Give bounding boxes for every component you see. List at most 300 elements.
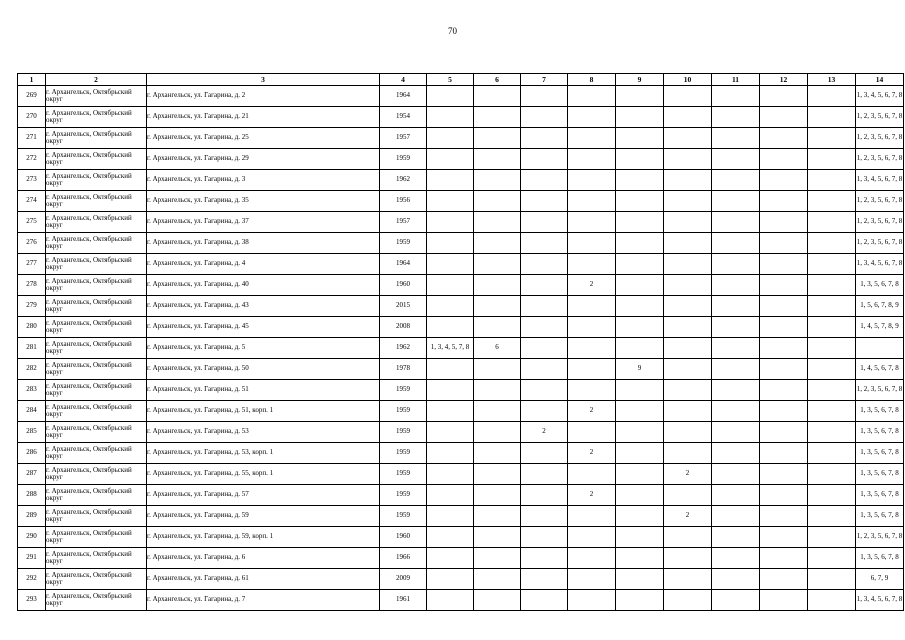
col-6-cell bbox=[474, 464, 521, 485]
district-cell: г. Архангельск, Октябрьский округ bbox=[46, 170, 147, 191]
year-cell: 1954 bbox=[380, 107, 427, 128]
address-cell: г. Архангельск, ул. Гагарина, д. 25 bbox=[147, 128, 380, 149]
col-7-cell bbox=[521, 275, 568, 296]
col-13-cell bbox=[808, 443, 856, 464]
col-13-cell bbox=[808, 317, 856, 338]
district-cell: г. Архангельск, Октябрьский округ bbox=[46, 254, 147, 275]
col-11-cell bbox=[712, 527, 760, 548]
col-9-cell bbox=[616, 548, 664, 569]
district-cell: г. Архангельск, Октябрьский округ bbox=[46, 296, 147, 317]
column-header-8: 8 bbox=[568, 74, 616, 86]
district-cell: г. Архангельск, Октябрьский округ bbox=[46, 128, 147, 149]
address-cell: г. Архангельск, ул. Гагарина, д. 2 bbox=[147, 86, 380, 107]
col-9-cell bbox=[616, 464, 664, 485]
col-9-cell: 9 bbox=[616, 359, 664, 380]
col-8-cell: 2 bbox=[568, 485, 616, 506]
col-10-cell bbox=[664, 401, 712, 422]
col-12-cell bbox=[760, 548, 808, 569]
col-11-cell bbox=[712, 569, 760, 590]
col-11-cell bbox=[712, 401, 760, 422]
col-6-cell bbox=[474, 317, 521, 338]
col-6-cell: 6 bbox=[474, 338, 521, 359]
year-cell: 2015 bbox=[380, 296, 427, 317]
col-13-cell bbox=[808, 128, 856, 149]
address-cell: г. Архангельск, ул. Гагарина, д. 53, корп. 1 bbox=[147, 443, 380, 464]
col-7-cell bbox=[521, 485, 568, 506]
col-10-cell bbox=[664, 548, 712, 569]
district-cell: г. Архангельск, Октябрьский округ bbox=[46, 107, 147, 128]
year-cell: 2008 bbox=[380, 317, 427, 338]
col-11-cell bbox=[712, 107, 760, 128]
address-cell: г. Архангельск, ул. Гагарина, д. 53 bbox=[147, 422, 380, 443]
district-cell: г. Архангельск, Октябрьский округ bbox=[46, 86, 147, 107]
col-13-cell bbox=[808, 275, 856, 296]
col-12-cell bbox=[760, 86, 808, 107]
table-row bbox=[18, 275, 904, 296]
col-13-cell bbox=[808, 401, 856, 422]
col-14-cell: 1, 3, 4, 5, 6, 7, 8 bbox=[856, 86, 904, 107]
column-header-9: 9 bbox=[616, 74, 664, 86]
col-8-cell bbox=[568, 338, 616, 359]
col-12-cell bbox=[760, 212, 808, 233]
table-row bbox=[18, 359, 904, 380]
col-13-cell bbox=[808, 485, 856, 506]
col-10-cell bbox=[664, 380, 712, 401]
col-14-cell: 1, 4, 5, 6, 7, 8 bbox=[856, 359, 904, 380]
col-7-cell bbox=[521, 191, 568, 212]
col-6-cell bbox=[474, 254, 521, 275]
col-13-cell bbox=[808, 569, 856, 590]
col-5-cell bbox=[427, 548, 474, 569]
col-12-cell bbox=[760, 422, 808, 443]
col-14-cell: 1, 2, 3, 5, 6, 7, 8 bbox=[856, 380, 904, 401]
col-8-cell bbox=[568, 233, 616, 254]
table-row bbox=[18, 527, 904, 548]
col-7-cell bbox=[521, 86, 568, 107]
address-cell: г. Архангельск, ул. Гагарина, д. 43 bbox=[147, 296, 380, 317]
col-12-cell bbox=[760, 191, 808, 212]
col-6-cell bbox=[474, 128, 521, 149]
col-12-cell bbox=[760, 443, 808, 464]
district-cell: г. Архангельск, Октябрьский округ bbox=[46, 149, 147, 170]
district-cell: г. Архангельск, Октябрьский округ bbox=[46, 191, 147, 212]
col-10-cell bbox=[664, 296, 712, 317]
row-number: 282 bbox=[18, 359, 46, 380]
col-14-cell: 1, 3, 4, 5, 6, 7, 8 bbox=[856, 590, 904, 611]
col-14-cell: 1, 3, 5, 6, 7, 8 bbox=[856, 443, 904, 464]
row-number: 288 bbox=[18, 485, 46, 506]
col-7-cell: 2 bbox=[521, 422, 568, 443]
address-cell: г. Архангельск, ул. Гагарина, д. 51 bbox=[147, 380, 380, 401]
table-row bbox=[18, 233, 904, 254]
col-7-cell bbox=[521, 359, 568, 380]
address-cell: г. Архангельск, ул. Гагарина, д. 5 bbox=[147, 338, 380, 359]
col-5-cell bbox=[427, 128, 474, 149]
col-6-cell bbox=[474, 422, 521, 443]
col-11-cell bbox=[712, 422, 760, 443]
col-9-cell bbox=[616, 527, 664, 548]
col-14-cell: 1, 2, 3, 5, 6, 7, 8 bbox=[856, 128, 904, 149]
col-7-cell bbox=[521, 317, 568, 338]
col-8-cell bbox=[568, 548, 616, 569]
address-cell: г. Архангельск, ул. Гагарина, д. 3 bbox=[147, 170, 380, 191]
year-cell: 1959 bbox=[380, 401, 427, 422]
col-6-cell bbox=[474, 401, 521, 422]
col-13-cell bbox=[808, 359, 856, 380]
district-cell: г. Архангельск, Октябрьский округ bbox=[46, 338, 147, 359]
col-12-cell bbox=[760, 506, 808, 527]
col-8-cell: 2 bbox=[568, 275, 616, 296]
col-13-cell bbox=[808, 191, 856, 212]
year-cell: 1978 bbox=[380, 359, 427, 380]
row-number: 290 bbox=[18, 527, 46, 548]
column-header-5: 5 bbox=[427, 74, 474, 86]
row-number: 286 bbox=[18, 443, 46, 464]
col-5-cell bbox=[427, 569, 474, 590]
col-6-cell bbox=[474, 359, 521, 380]
col-6-cell bbox=[474, 233, 521, 254]
district-cell: г. Архангельск, Октябрьский округ bbox=[46, 569, 147, 590]
col-14-cell: 1, 3, 5, 6, 7, 8 bbox=[856, 464, 904, 485]
address-cell: г. Архангельск, ул. Гагарина, д. 51, корп. 1 bbox=[147, 401, 380, 422]
district-cell: г. Архангельск, Октябрьский округ bbox=[46, 443, 147, 464]
col-6-cell bbox=[474, 590, 521, 611]
district-cell: г. Архангельск, Октябрьский округ bbox=[46, 401, 147, 422]
column-header-1: 1 bbox=[18, 74, 46, 86]
year-cell: 1957 bbox=[380, 212, 427, 233]
col-8-cell bbox=[568, 569, 616, 590]
column-header-10: 10 bbox=[664, 74, 712, 86]
year-cell: 1962 bbox=[380, 170, 427, 191]
col-11-cell bbox=[712, 149, 760, 170]
col-12-cell bbox=[760, 380, 808, 401]
col-10-cell bbox=[664, 338, 712, 359]
district-cell: г. Архангельск, Октябрьский округ bbox=[46, 506, 147, 527]
col-11-cell bbox=[712, 86, 760, 107]
col-9-cell bbox=[616, 485, 664, 506]
col-9-cell bbox=[616, 338, 664, 359]
col-13-cell bbox=[808, 506, 856, 527]
col-14-cell: 1, 3, 5, 6, 7, 8 bbox=[856, 506, 904, 527]
col-11-cell bbox=[712, 170, 760, 191]
col-14-cell bbox=[856, 338, 904, 359]
col-6-cell bbox=[474, 149, 521, 170]
col-8-cell bbox=[568, 86, 616, 107]
col-8-cell: 2 bbox=[568, 443, 616, 464]
col-10-cell bbox=[664, 170, 712, 191]
col-8-cell bbox=[568, 359, 616, 380]
col-7-cell bbox=[521, 254, 568, 275]
address-cell: г. Архангельск, ул. Гагарина, д. 29 bbox=[147, 149, 380, 170]
district-cell: г. Архангельск, Октябрьский округ bbox=[46, 527, 147, 548]
col-11-cell bbox=[712, 191, 760, 212]
col-8-cell bbox=[568, 107, 616, 128]
col-5-cell bbox=[427, 464, 474, 485]
table-row bbox=[18, 170, 904, 191]
col-14-cell: 1, 3, 5, 6, 7, 8 bbox=[856, 548, 904, 569]
col-12-cell bbox=[760, 527, 808, 548]
col-11-cell bbox=[712, 590, 760, 611]
year-cell: 1959 bbox=[380, 506, 427, 527]
district-cell: г. Архангельск, Октябрьский округ bbox=[46, 548, 147, 569]
col-13-cell bbox=[808, 149, 856, 170]
col-12-cell bbox=[760, 317, 808, 338]
col-13-cell bbox=[808, 527, 856, 548]
col-9-cell bbox=[616, 380, 664, 401]
col-7-cell bbox=[521, 506, 568, 527]
col-11-cell bbox=[712, 128, 760, 149]
col-7-cell bbox=[521, 149, 568, 170]
year-cell: 1964 bbox=[380, 254, 427, 275]
table-row bbox=[18, 191, 904, 212]
col-7-cell bbox=[521, 380, 568, 401]
col-14-cell: 1, 3, 4, 5, 6, 7, 8 bbox=[856, 254, 904, 275]
col-12-cell bbox=[760, 464, 808, 485]
district-cell: г. Архангельск, Октябрьский округ bbox=[46, 485, 147, 506]
col-10-cell bbox=[664, 317, 712, 338]
col-9-cell bbox=[616, 401, 664, 422]
col-7-cell bbox=[521, 590, 568, 611]
col-13-cell bbox=[808, 422, 856, 443]
col-5-cell bbox=[427, 191, 474, 212]
col-6-cell bbox=[474, 380, 521, 401]
district-cell: г. Архангельск, Октябрьский округ bbox=[46, 212, 147, 233]
year-cell: 1962 bbox=[380, 338, 427, 359]
col-10-cell bbox=[664, 590, 712, 611]
year-cell: 1964 bbox=[380, 86, 427, 107]
col-10-cell bbox=[664, 359, 712, 380]
col-5-cell bbox=[427, 212, 474, 233]
address-cell: г. Архангельск, ул. Гагарина, д. 40 bbox=[147, 275, 380, 296]
col-7-cell bbox=[521, 548, 568, 569]
col-6-cell bbox=[474, 527, 521, 548]
column-header-3: 3 bbox=[147, 74, 380, 86]
col-11-cell bbox=[712, 338, 760, 359]
col-7-cell bbox=[521, 107, 568, 128]
year-cell: 1957 bbox=[380, 128, 427, 149]
col-9-cell bbox=[616, 128, 664, 149]
col-5-cell bbox=[427, 401, 474, 422]
col-5-cell bbox=[427, 506, 474, 527]
col-14-cell: 1, 3, 5, 6, 7, 8 bbox=[856, 401, 904, 422]
col-7-cell bbox=[521, 569, 568, 590]
table-row bbox=[18, 506, 904, 527]
col-8-cell bbox=[568, 590, 616, 611]
col-11-cell bbox=[712, 485, 760, 506]
col-7-cell bbox=[521, 233, 568, 254]
address-cell: г. Архангельск, ул. Гагарина, д. 59, корп. 1 bbox=[147, 527, 380, 548]
district-cell: г. Архангельск, Октябрьский округ bbox=[46, 590, 147, 611]
col-7-cell bbox=[521, 128, 568, 149]
col-9-cell bbox=[616, 422, 664, 443]
col-10-cell bbox=[664, 233, 712, 254]
table-header-row bbox=[18, 74, 904, 86]
col-8-cell bbox=[568, 527, 616, 548]
row-number: 269 bbox=[18, 86, 46, 107]
col-13-cell bbox=[808, 464, 856, 485]
col-5-cell bbox=[427, 317, 474, 338]
row-number: 291 bbox=[18, 548, 46, 569]
col-10-cell bbox=[664, 128, 712, 149]
col-11-cell bbox=[712, 380, 760, 401]
year-cell: 2009 bbox=[380, 569, 427, 590]
col-8-cell bbox=[568, 191, 616, 212]
col-6-cell bbox=[474, 170, 521, 191]
col-6-cell bbox=[474, 569, 521, 590]
col-5-cell bbox=[427, 275, 474, 296]
col-5-cell: 1, 3, 4, 5, 7, 8 bbox=[427, 338, 474, 359]
row-number: 274 bbox=[18, 191, 46, 212]
table-row bbox=[18, 569, 904, 590]
address-cell: г. Архангельск, ул. Гагарина, д. 6 bbox=[147, 548, 380, 569]
col-7-cell bbox=[521, 212, 568, 233]
row-number: 281 bbox=[18, 338, 46, 359]
row-number: 284 bbox=[18, 401, 46, 422]
address-cell: г. Архангельск, ул. Гагарина, д. 38 bbox=[147, 233, 380, 254]
col-11-cell bbox=[712, 464, 760, 485]
col-8-cell: 2 bbox=[568, 401, 616, 422]
year-cell: 1959 bbox=[380, 233, 427, 254]
table-row bbox=[18, 212, 904, 233]
table-row bbox=[18, 401, 904, 422]
row-number: 292 bbox=[18, 569, 46, 590]
col-12-cell bbox=[760, 359, 808, 380]
col-8-cell bbox=[568, 317, 616, 338]
col-5-cell bbox=[427, 359, 474, 380]
col-12-cell bbox=[760, 128, 808, 149]
table-row bbox=[18, 548, 904, 569]
col-12-cell bbox=[760, 107, 808, 128]
col-11-cell bbox=[712, 254, 760, 275]
col-14-cell: 1, 3, 5, 6, 7, 8 bbox=[856, 422, 904, 443]
col-9-cell bbox=[616, 443, 664, 464]
col-7-cell bbox=[521, 401, 568, 422]
row-number: 276 bbox=[18, 233, 46, 254]
table-row bbox=[18, 107, 904, 128]
col-10-cell bbox=[664, 422, 712, 443]
address-cell: г. Архангельск, ул. Гагарина, д. 4 bbox=[147, 254, 380, 275]
col-5-cell bbox=[427, 170, 474, 191]
row-number: 289 bbox=[18, 506, 46, 527]
district-cell: г. Архангельск, Октябрьский округ bbox=[46, 359, 147, 380]
table-row bbox=[18, 422, 904, 443]
col-13-cell bbox=[808, 296, 856, 317]
year-cell: 1959 bbox=[380, 464, 427, 485]
col-11-cell bbox=[712, 359, 760, 380]
table-row bbox=[18, 149, 904, 170]
district-cell: г. Архангельск, Октябрьский округ bbox=[46, 464, 147, 485]
col-11-cell bbox=[712, 317, 760, 338]
col-14-cell: 1, 2, 3, 5, 6, 7, 8 bbox=[856, 191, 904, 212]
column-header-14: 14 bbox=[856, 74, 904, 86]
col-5-cell bbox=[427, 254, 474, 275]
col-7-cell bbox=[521, 527, 568, 548]
col-9-cell bbox=[616, 107, 664, 128]
col-14-cell: 1, 2, 3, 5, 6, 7, 8 bbox=[856, 233, 904, 254]
col-12-cell bbox=[760, 485, 808, 506]
col-11-cell bbox=[712, 296, 760, 317]
table-row bbox=[18, 485, 904, 506]
col-5-cell bbox=[427, 443, 474, 464]
address-cell: г. Архангельск, ул. Гагарина, д. 35 bbox=[147, 191, 380, 212]
col-5-cell bbox=[427, 233, 474, 254]
col-14-cell: 1, 3, 5, 6, 7, 8 bbox=[856, 275, 904, 296]
table-row bbox=[18, 464, 904, 485]
district-cell: г. Архангельск, Октябрьский округ bbox=[46, 275, 147, 296]
col-6-cell bbox=[474, 485, 521, 506]
col-11-cell bbox=[712, 443, 760, 464]
col-11-cell bbox=[712, 212, 760, 233]
col-5-cell bbox=[427, 485, 474, 506]
row-number: 277 bbox=[18, 254, 46, 275]
year-cell: 1959 bbox=[380, 149, 427, 170]
col-14-cell: 1, 5, 6, 7, 8, 9 bbox=[856, 296, 904, 317]
year-cell: 1959 bbox=[380, 485, 427, 506]
year-cell: 1959 bbox=[380, 380, 427, 401]
col-13-cell bbox=[808, 86, 856, 107]
column-header-12: 12 bbox=[760, 74, 808, 86]
col-9-cell bbox=[616, 170, 664, 191]
column-header-7: 7 bbox=[521, 74, 568, 86]
table-row bbox=[18, 254, 904, 275]
address-cell: г. Архангельск, ул. Гагарина, д. 45 bbox=[147, 317, 380, 338]
col-12-cell bbox=[760, 233, 808, 254]
row-number: 279 bbox=[18, 296, 46, 317]
address-cell: г. Архангельск, ул. Гагарина, д. 21 bbox=[147, 107, 380, 128]
col-9-cell bbox=[616, 317, 664, 338]
col-10-cell bbox=[664, 275, 712, 296]
col-5-cell bbox=[427, 422, 474, 443]
column-header-4: 4 bbox=[380, 74, 427, 86]
address-cell: г. Архангельск, ул. Гагарина, д. 59 bbox=[147, 506, 380, 527]
row-number: 275 bbox=[18, 212, 46, 233]
col-11-cell bbox=[712, 275, 760, 296]
address-cell: г. Архангельск, ул. Гагарина, д. 61 bbox=[147, 569, 380, 590]
col-13-cell bbox=[808, 233, 856, 254]
col-13-cell bbox=[808, 590, 856, 611]
col-9-cell bbox=[616, 296, 664, 317]
col-6-cell bbox=[474, 275, 521, 296]
col-7-cell bbox=[521, 464, 568, 485]
year-cell: 1960 bbox=[380, 275, 427, 296]
col-6-cell bbox=[474, 86, 521, 107]
col-7-cell bbox=[521, 170, 568, 191]
col-8-cell bbox=[568, 149, 616, 170]
col-9-cell bbox=[616, 212, 664, 233]
row-number: 270 bbox=[18, 107, 46, 128]
col-12-cell bbox=[760, 401, 808, 422]
col-12-cell bbox=[760, 254, 808, 275]
col-5-cell bbox=[427, 296, 474, 317]
col-8-cell bbox=[568, 380, 616, 401]
col-6-cell bbox=[474, 506, 521, 527]
district-cell: г. Архангельск, Октябрьский округ bbox=[46, 422, 147, 443]
page-number: 70 bbox=[448, 26, 457, 36]
column-header-13: 13 bbox=[808, 74, 856, 86]
col-13-cell bbox=[808, 212, 856, 233]
column-header-2: 2 bbox=[46, 74, 147, 86]
col-10-cell bbox=[664, 149, 712, 170]
col-10-cell bbox=[664, 212, 712, 233]
row-number: 278 bbox=[18, 275, 46, 296]
col-9-cell bbox=[616, 569, 664, 590]
col-12-cell bbox=[760, 149, 808, 170]
col-10-cell: 2 bbox=[664, 464, 712, 485]
year-cell: 1960 bbox=[380, 527, 427, 548]
district-cell: г. Архангельск, Октябрьский округ bbox=[46, 380, 147, 401]
row-number: 285 bbox=[18, 422, 46, 443]
col-9-cell bbox=[616, 590, 664, 611]
